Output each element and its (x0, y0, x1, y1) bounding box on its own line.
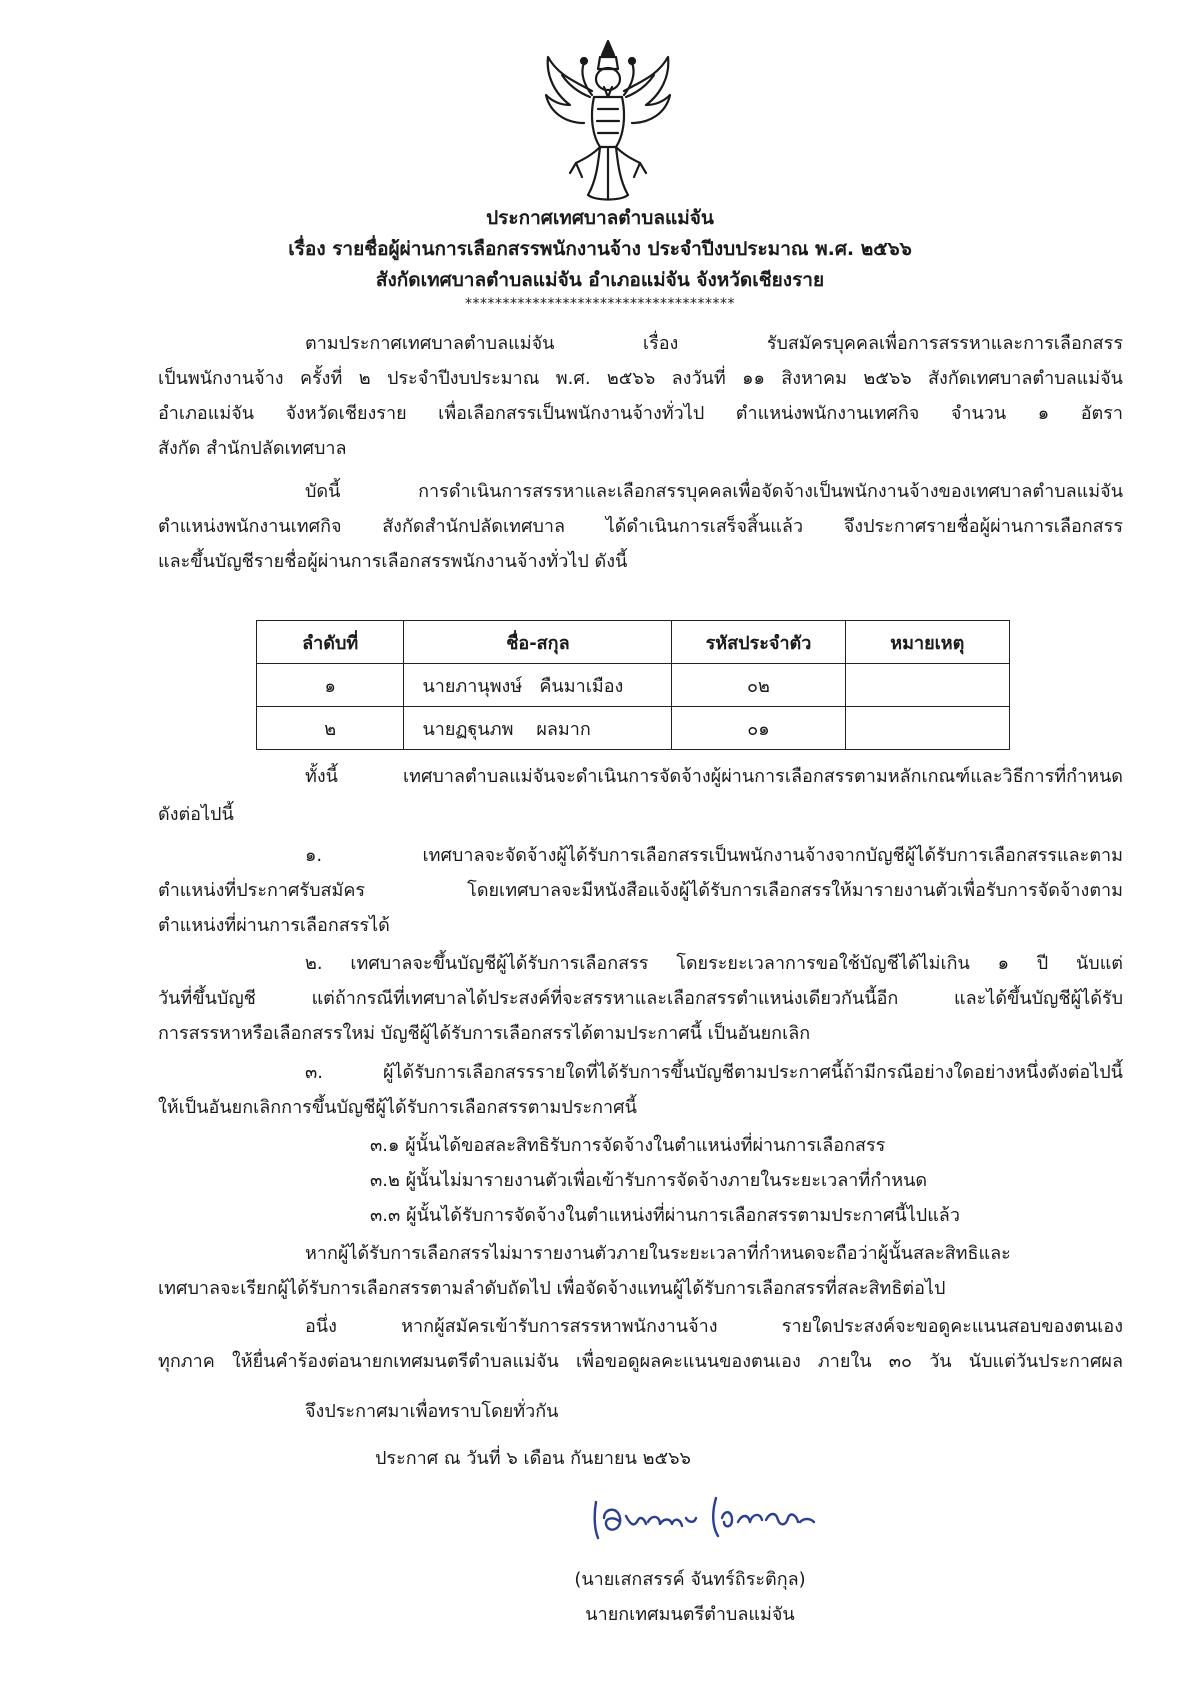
item3-line: ๓. ผู้ได้รับการเลือกสรรรายใดที่ได้รับการขึ้นบัญชีตามประกาศนี้ถ้ามีกรณีอย่างใดอย่างหนึ่งดังต่อไปนี้ (305, 1062, 1123, 1083)
item2-line: วันที่ขึ้นบัญชี แต่ถ้ากรณีที่เทศบาลได้ประสงค์ที่จะสรรหาและเลือกสรรตำแหน่งเดียวกันนี้อีก และได้ขึ้นบัญชีผู้ได้รับ (158, 988, 1123, 1009)
announcement-agency: สังกัดเทศบาลตำบลแม่จัน อำเภอแม่จัน จังหวัดเชียงราย (375, 269, 825, 291)
announcement-date: ประกาศ ณ วันที่ ๖ เดือน กันยายน ๒๕๖๖ (375, 1448, 691, 1469)
para5-line: ทุกภาค ให้ยื่นคำร้องต่อนายกเทศมนตรีตำบลแม่จัน เพื่อขอดูผลคะแนนของตนเอง ภายใน ๓๐ วัน นับแต่วันประกาศผล (158, 1351, 1123, 1372)
para1-line: เป็นพนักงานจ้าง ครั้งที่ ๒ ประจำปีงบประมาณ พ.ศ. ๒๕๖๖ ลงวันที่ ๑๑ สิงหาคม ๒๕๖๖ สังกัดเทศบาลตำบลแม่จัน (158, 368, 1123, 389)
col-header-order: ลำดับที่ (257, 621, 404, 664)
signer-name: (นายเสกสรรค์ จันทร์ถิระติกุล) (574, 1569, 806, 1590)
col-header-id: รหัสประจำตัว (672, 621, 845, 664)
para3-line: ทั้งนี้ เทศบาลตำบลแม่จันจะดำเนินการจัดจ้างผู้ผ่านการเลือกสรรตามหลักเกณฑ์และวิธีการที่กำหนด (305, 766, 1123, 787)
para4-line: เทศบาลจะเรียกผู้ได้รับการเลือกสรรตามลำดับถัดไป เพื่อจัดจ้างแทนผู้ได้รับการเลือกสรรที่สละสิทธิต่อไป (158, 1278, 946, 1299)
table-row (257, 664, 1010, 707)
item1-line: ๑. เทศบาลจะจัดจ้างผู้ได้รับการเลือกสรรเป็นพนักงานจ้างจากบัญชีผู้ได้รับการเลือกสรรและตาม (305, 845, 1123, 866)
para2-line: ตำแหน่งพนักงานเทศกิจ สังกัดสำนักปลัดเทศบาล ได้ดำเนินการเสร็จสิ้นแล้ว จึงประกาศรายชื่อผู้ผ่านการเลือกสรร (158, 516, 1123, 537)
para5-line: อนึ่ง หากผู้สมัครเข้ารับการสรรหาพนักงานจ้าง รายใดประสงค์จะขอดูคะแนนสอบของตนเอง (305, 1316, 1123, 1337)
cell-order: ๒ (257, 707, 404, 750)
para3-line: ดังต่อไปนี้ (158, 804, 234, 825)
announcement-subject: เรื่อง รายชื่อผู้ผ่านการเลือกสรรพนักงานจ้าง ประจำปีงบประมาณ พ.ศ. ๒๕๖๖ (288, 238, 912, 260)
cell-name: นายภานุพงษ์ คืนมาเมือง (404, 664, 672, 707)
para2-line: บัดนี้ การดำเนินการสรรหาและเลือกสรรบุคคลเพื่อจัดจ้างเป็นพนักงานจ้างของเทศบาลตำบลแม่จัน (305, 481, 1123, 502)
para4-line: หากผู้ได้รับการเลือกสรรไม่มารายงานตัวภายในระยะเวลาที่กำหนดจะถือว่าผู้นั้นสละสิทธิและ (305, 1243, 1011, 1264)
signer-position: นายกเทศมนตรีตำบลแม่จัน (585, 1604, 795, 1625)
para1-line: อำเภอแม่จัน จังหวัดเชียงราย เพื่อเลือกสรรเป็นพนักงานจ้างทั่วไป ตำแหน่งพนักงานเทศกิจ จำนวน ๑ อัตรา (158, 403, 1123, 424)
item3-line: ให้เป็นอันยกเลิกการขึ้นบัญชีผู้ได้รับการเลือกสรรตามประกาศนี้ (158, 1097, 637, 1118)
item2-line: ๒. เทศบาลจะขึ้นบัญชีผู้ได้รับการเลือกสรร โดยระยะเวลาการขอใช้บัญชีได้ไม่เกิน ๑ ปี นับแต่ (305, 953, 1123, 974)
para1-line: ตามประกาศเทศบาลตำบลแม่จัน เรื่อง รับสมัครบุคคลเพื่อการสรรหาและการเลือกสรร (305, 333, 1123, 354)
cell-name: นายฏฐุนภพ ผลมาก (404, 707, 672, 750)
para1-line: สังกัด สำนักปลัดเทศบาล (158, 438, 347, 459)
table-header-row (257, 621, 1010, 664)
header-separator: ************************************ (465, 296, 735, 312)
subitem-3-3: ๓.๓ ผู้นั้นได้รับการจัดจ้างในตำแหน่งที่ผ่านการเลือกสรรตามประกาศนี้ไปแล้ว (370, 1205, 960, 1226)
cell-remark (845, 664, 1009, 707)
para2-line: และขึ้นบัญชีรายชื่อผู้ผ่านการเลือกสรรพนักงานจ้างทั่วไป ดังนี้ (158, 551, 628, 572)
cell-remark (845, 707, 1009, 750)
cell-order: ๑ (257, 664, 404, 707)
col-header-remark: หมายเหตุ (845, 621, 1009, 664)
announcement-title: ประกาศเทศบาลตำบลแม่จัน (486, 207, 714, 229)
item1-line: ตำแหน่งที่ประกาศรับสมัคร โดยเทศบาลจะมีหนังสือแจ้งผู้ได้รับการเลือกสรรให้มารายงานตัวเพื่อรับการจัดจ้างตาม (158, 880, 1123, 901)
item1-line: ตำแหน่งที่ผ่านการเลือกสรรได้ (158, 915, 390, 936)
subitem-3-2: ๓.๒ ผู้นั้นไม่มารายงานตัวเพื่อเข้ารับการจัดจ้างภายในระยะเวลาที่กำหนด (370, 1170, 928, 1191)
col-header-name: ชื่อ-สกุล (404, 621, 672, 664)
subitem-3-1: ๓.๑ ผู้นั้นได้ขอสละสิทธิรับการจัดจ้างในตำแหน่งที่ผ่านการเลือกสรร (370, 1135, 886, 1156)
passed-candidates-table (256, 620, 1010, 750)
cell-id: ๐๒ (672, 664, 845, 707)
closing-statement: จึงประกาศมาเพื่อทราบโดยทั่วกัน (305, 1401, 559, 1422)
garuda-emblem (540, 35, 676, 205)
cell-id: ๐๑ (672, 707, 845, 750)
table-row (257, 707, 1010, 750)
handwritten-signature (590, 1488, 820, 1544)
item2-line: การสรรหาหรือเลือกสรรใหม่ บัญชีผู้ได้รับการเลือกสรรได้ตามประกาศนี้ เป็นอันยกเลิก (158, 1023, 811, 1044)
